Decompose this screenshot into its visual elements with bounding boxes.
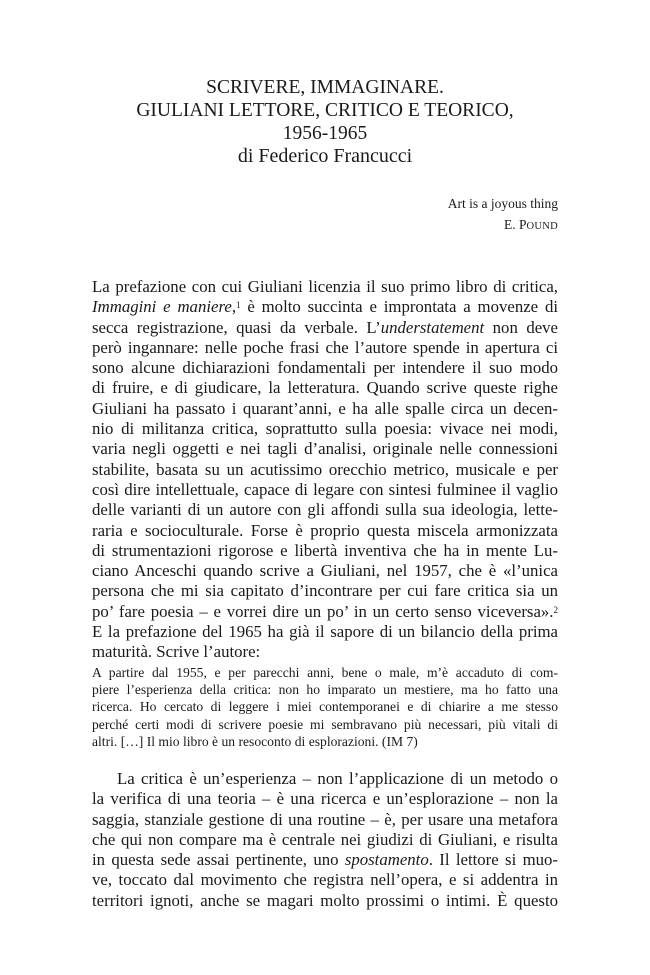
epigraph-author-smallcaps: OUND (526, 221, 558, 232)
italic-term: understatement (380, 317, 485, 337)
title-line-1: SCRIVERE, IMMAGINARE. (206, 77, 444, 98)
quote-line: altri. […] Il mio libro è un resoconto di esplorazioni. (IM 7) (92, 733, 418, 749)
footnote-ref-1[interactable]: 1 (236, 300, 241, 311)
paragraph-line: La critica è un’esperienza – non l’applicazione di un metodo o (117, 769, 558, 788)
paragraph-line: Immagini e maniere,$^1$ è molto succinta e improntata a movenze di (92, 297, 558, 317)
chapter-author: di Federico Francucci (237, 145, 413, 167)
title-line-2: GIULIANI LETTORE, CRITICO E TEORICO, (136, 100, 514, 121)
paragraph-line: di fruire, e di giudicare, la letteratura. Quando scrive queste righe (92, 378, 558, 398)
paragraph-line: di strumentazioni rigorose e libertà inventiva che ha in mente Lu- (92, 540, 558, 560)
epigraph-author-initial: E. P (503, 217, 527, 232)
epigraph-text: Art is a joyous thing (447, 196, 558, 211)
paragraph-line: secca registrazione, quasi da verbale. L’understatement non deve (92, 317, 558, 337)
paragraph-line: sono alcune dichiarazioni fondamentali per intendere il suo modo (92, 358, 558, 378)
paragraph-line: territori ignoti, anche se magari molto prossimi o intimi. È questo (92, 890, 558, 910)
paragraph-line: Giuliani ha passato i quarant’anni, e ha alle spalle circa un decen- (92, 398, 558, 418)
quote-line: ricerca. Ho cercato di leggere i miei contemporanei e di chiarire a me stesso (92, 699, 558, 715)
book-title-italic: Immagini e maniere (92, 297, 232, 317)
title-line-3: 1956-1965 (282, 123, 368, 144)
paragraph-line: E la prefazione del 1965 ha già il sapore di un bilancio della prima (92, 622, 558, 642)
paragraph-line: che qui non compare ma è centrale nei giudizi di Giuliani, e risulta (92, 829, 558, 849)
paragraph-line: po’ fare poesia – e vorrei dire un po’ in un certo senso viceversa».$^2$ (92, 601, 558, 621)
paragraph-line: ve, toccato dal movimento che registra nell’opera, e si addentra in (92, 870, 558, 890)
paragraph-1 (92, 277, 558, 663)
quote-line: A partire dal 1955, e per parecchi anni, bene o male, m’è accaduto di com- (92, 665, 558, 680)
paragraph-line: ciano Anceschi quando scrive a Giuliani, nel 1957, che è «l’unica (92, 561, 558, 581)
paragraph-line: delle varianti di un autore con gli affondi sulla sua ideologia, lette- (92, 500, 558, 520)
paragraph-line: varia negli oggetti e nei tagli d’analisi, originale nelle connessioni (92, 439, 558, 459)
paragraph-line: la verifica di una teoria – è una ricerca e un’esplorazione – non la (92, 789, 558, 809)
paragraph-line: in questa sede assai pertinente, uno spostamento. Il lettore si muo- (92, 850, 558, 870)
paragraph-line: persona che mi sia capitato d’incontrare per cui fare critica sia un (92, 581, 558, 601)
epigraph-author (448, 214, 558, 237)
paragraph-line: raria e socioculturale. Forse è proprio questa miscela armonizzata (92, 520, 558, 540)
epigraph (448, 193, 558, 237)
block-quote (92, 664, 558, 750)
quote-line: piere l’esperienza della critica: non ho imparato un mestiere, ma ho fatto una (92, 682, 558, 698)
paragraph-line: però ingannare: nelle poche frasi che l’autore spende in apertura ci (92, 337, 558, 357)
paragraph-line: così dire intellettuale, capace di legare con sintesi fulminee il vaglio (92, 479, 558, 499)
paragraph-line: stabilite, basata su un acutissimo orecchio metrico, musicale e per (92, 459, 558, 479)
footnote-ref-2[interactable]: 2 (553, 604, 558, 615)
paragraph-2 (92, 769, 558, 911)
italic-term: spostamento (344, 850, 429, 870)
paragraph-line: saggia, stanziale gestione di una routine – è, per usare una metafora (92, 809, 558, 829)
chapter-title (0, 76, 650, 168)
paragraph-line: La prefazione con cui Giuliani licenzia il suo primo libro di critica, (92, 277, 558, 296)
paragraph-line: maturità. Scrive l’autore: (92, 642, 261, 662)
quote-line: perché certi modi di scrivere poesie mi sembravano più necessari, più vitali di (92, 716, 558, 732)
paragraph-line: nio di militanza critica, soprattutto sulla poesia: vivace nei modi, (92, 419, 558, 439)
